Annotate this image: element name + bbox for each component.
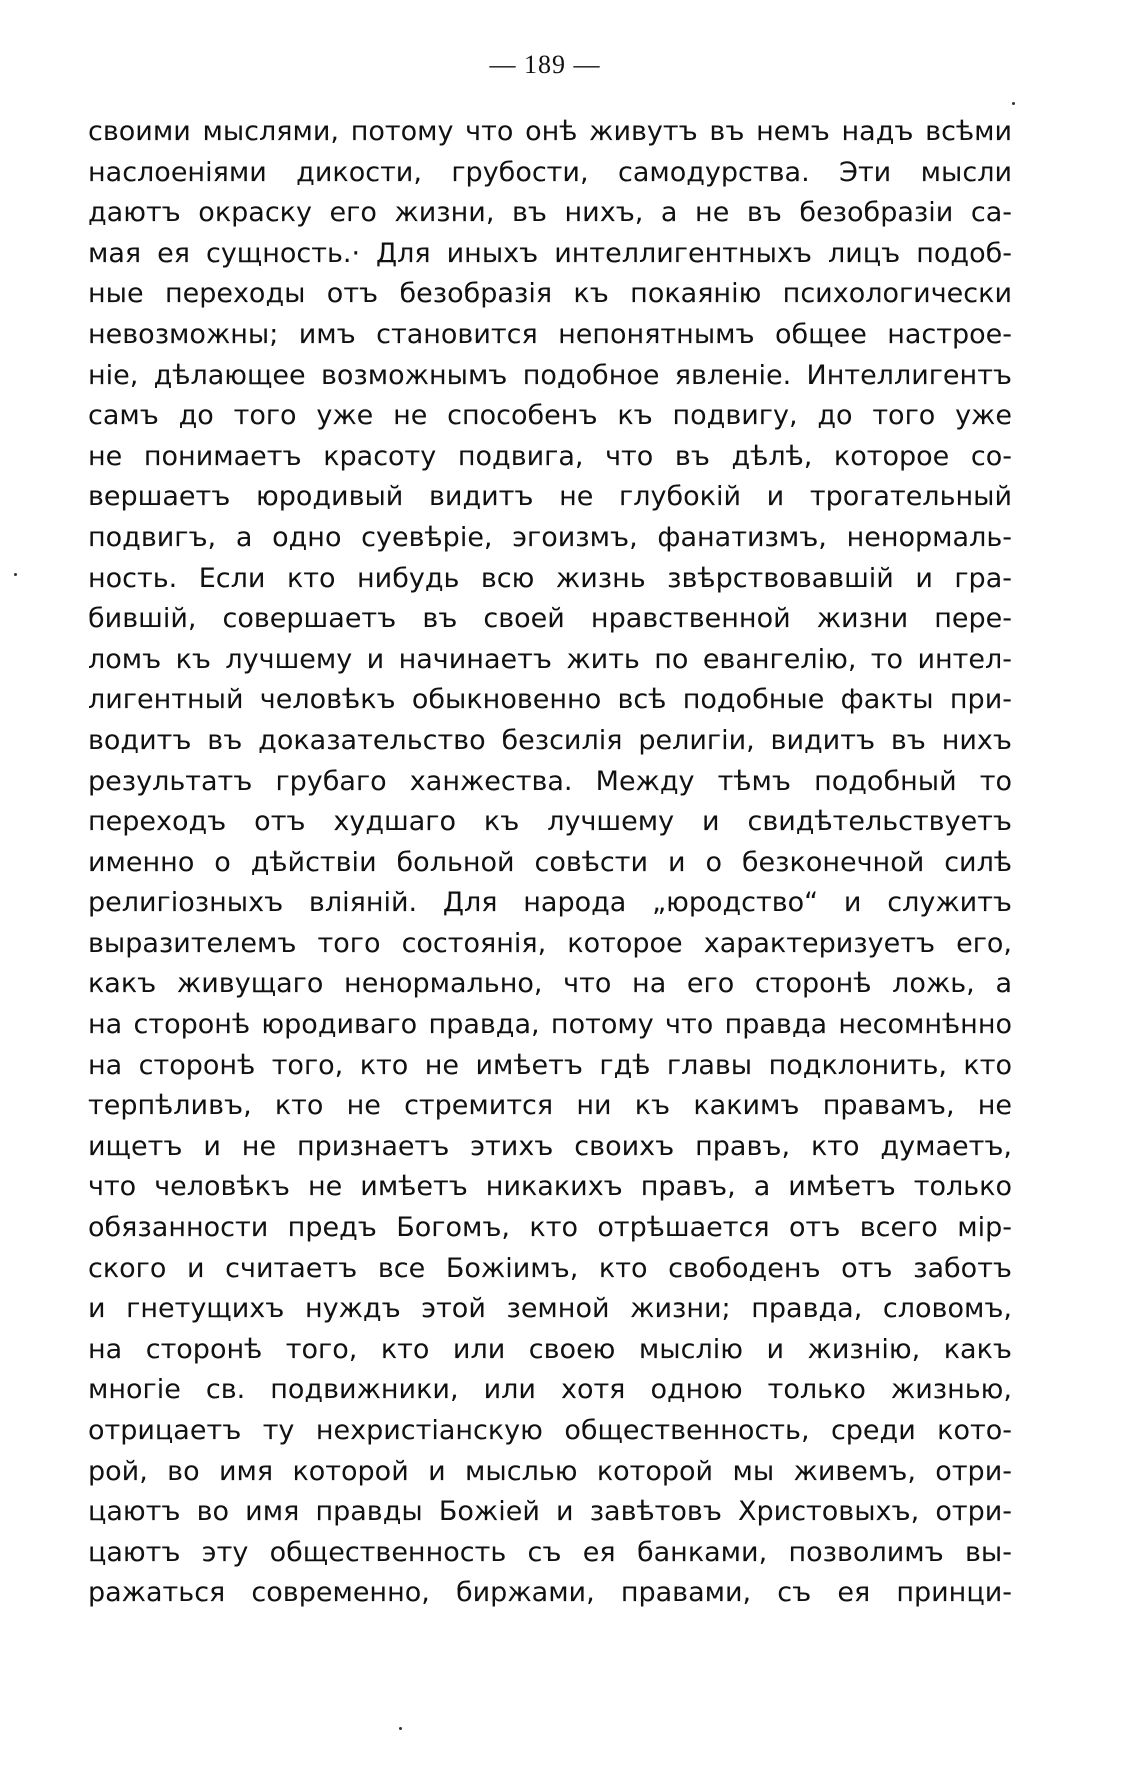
scan-speck <box>1012 102 1015 105</box>
text-line: религіозныхъ вліяній. Для народа „юродство“ и служитъ <box>88 887 1012 919</box>
text-line: выразителемъ того состоянія, которое характеризуетъ его, <box>88 927 1012 959</box>
scan-speck <box>14 573 17 576</box>
text-line: ные переходы отъ безобразія къ покаянію психологически <box>88 278 1012 310</box>
text-line: на сторонѣ юродиваго правда, потому что правда несомнѣнно <box>88 1009 1012 1041</box>
text-line: какъ живущаго ненормально, что на его сторонѣ ложь, а <box>88 968 1012 1000</box>
text-line: водитъ въ доказательство безсилія религіи, видитъ въ нихъ <box>88 724 1012 756</box>
text-line: наслоеніями дикости, грубости, самодурства. Эти мысли <box>88 156 1012 188</box>
text-line: именно о дѣйствіи больной совѣсти и о безконечной силѣ <box>88 846 1012 878</box>
text-line: терпѣливъ, кто не стремится ни къ какимъ правамъ, не <box>88 1090 1012 1122</box>
body-text <box>88 112 1012 1614</box>
text-line: переходъ отъ худшаго къ лучшему и свидѣтельствуетъ <box>88 806 1012 838</box>
text-line: рой, во имя которой и мыслью которой мы живемъ, отри- <box>88 1455 1012 1487</box>
text-line: на сторонѣ того, кто не имѣетъ гдѣ главы подклонить, кто <box>88 1049 1012 1081</box>
text-line: мая ея сущность.· Для иныхъ интеллигентныхъ лицъ подоб- <box>88 237 1012 269</box>
text-line: и гнетущихъ нуждъ этой земной жизни; правда, словомъ, <box>88 1293 1012 1325</box>
text-line: ность. Если кто нибудь всю жизнь звѣрствовавшій и гра- <box>88 562 1012 594</box>
text-line: отрицаетъ ту нехристіанскую общественность, среди кото- <box>88 1415 1012 1446</box>
scan-speck <box>399 1727 402 1730</box>
text-line: ніе, дѣлающее возможнымъ подобное явленіе. Интеллигентъ <box>88 359 1012 391</box>
text-line: результатъ грубаго ханжества. Между тѣмъ подобный то <box>88 765 1012 797</box>
text-line: на сторонѣ того, кто или своею мыслію и жизнію, какъ <box>88 1333 1012 1365</box>
text-line: ломъ къ лучшему и начинаетъ жить по евангелію, то интел- <box>88 643 1012 675</box>
text-line: своими мыслями, потому что онѣ живутъ въ немъ надъ всѣми <box>88 116 1012 147</box>
text-line: невозможны; имъ становится непонятнымъ общее настрое- <box>88 318 1012 350</box>
text-line: ского и считаетъ все Божіимъ, кто свободенъ отъ заботъ <box>88 1252 1012 1284</box>
text-line: цаютъ во имя правды Божіей и завѣтовъ Христовыхъ, отри- <box>88 1496 1012 1528</box>
text-line: обязанности предъ Богомъ, кто отрѣшается отъ всего мір- <box>88 1212 1012 1244</box>
text-line: многіе св. подвижники, или хотя одною только жизнью, <box>88 1374 1012 1406</box>
text-line: ражаться современно, биржами, правами, съ ея принци- <box>88 1577 1012 1609</box>
text-line: подвигъ, а одно суевѣріе, эгоизмъ, фанатизмъ, ненормаль- <box>88 521 1012 553</box>
text-line: даютъ окраску его жизни, въ нихъ, а не въ безобразіи са- <box>88 197 1012 229</box>
text-line: ищетъ и не признаетъ этихъ своихъ правъ, кто думаетъ, <box>88 1130 1012 1162</box>
text-line: лигентный человѣкъ обыкновенно всѣ подобные факты при- <box>88 684 1012 716</box>
text-line: вершаетъ юродивый видитъ не глубокій и трогательный <box>88 481 1012 513</box>
text-line: бившій, совершаетъ въ своей нравственной жизни пере- <box>88 603 1012 635</box>
text-line: не понимаетъ красоту подвига, что въ дѣлѣ, которое со- <box>88 440 1012 472</box>
text-line: самъ до того уже не способенъ къ подвигу, до того уже <box>88 400 1012 432</box>
text-line: цаютъ эту общественность съ ея банками, позволимъ вы- <box>88 1536 1012 1568</box>
text-line: что человѣкъ не имѣетъ никакихъ правъ, а имѣетъ только <box>88 1171 1012 1203</box>
page-number: — 189 — <box>489 50 601 79</box>
